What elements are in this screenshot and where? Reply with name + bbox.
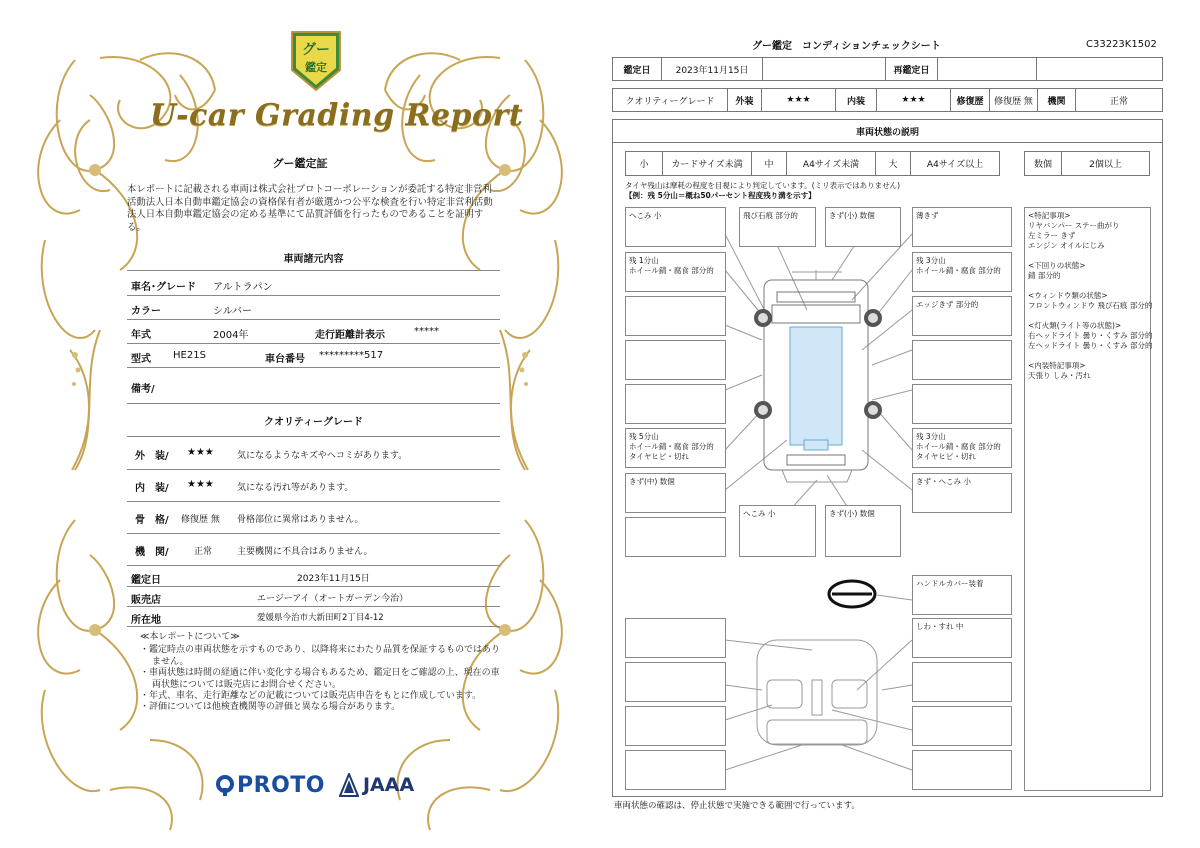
jaaa-mark-icon [339,773,359,797]
spec-row-color [127,296,500,320]
spec-name-label: 車名･グレード [131,282,196,293]
appraisal-address-value: 愛媛県今治市大新田町2丁目4-12 [257,613,384,623]
legend-small-desc: カードサイズ未満 [662,151,752,176]
script-title: U-car Grading Report [150,98,524,133]
quality-interior-label: 内 装/ [135,483,169,494]
callout-box [912,750,1012,790]
desc-title: 車両状態の説明 [612,119,1163,143]
callout-box [625,340,726,380]
certificate-title: グー鑑定証 [272,157,328,170]
special-note-line: 錆 部分的 [1028,271,1061,280]
callout-text: きず・へこみ 小 [916,477,971,486]
sheet-footer: 車両状態の確認は、停止状態で実施できる範囲で行っています。 [614,801,860,811]
specs-title: 車両諸元内容 [127,250,500,271]
note-item: ・車両状態は時間の経過に伴い変化する場合もあるため、鑑定日をご確認の上、現在の車両状態については販売店にお問合せください。 [140,668,500,690]
spec-color-label: カラー [131,306,161,317]
quality-engine-label: 機 関/ [135,547,169,558]
spec-row-remarks [127,368,500,404]
callout-box [825,505,901,557]
special-note-line: <灯火類(ライト等の状態)> [1028,321,1122,330]
emblem-bottom-text: 鑑定 [305,61,327,74]
quality-exterior-label: 外 装/ [135,451,169,462]
callout-box [912,340,1012,380]
callout-box [625,662,726,702]
jaaa-logo: JAAA [339,773,414,797]
legend-count-desc: 2個以上 [1061,151,1150,176]
spec-chassis-value: *********517 [319,350,384,361]
callout-box [625,384,726,424]
proto-logo: PROTO [216,773,325,798]
legend-count: 数個 [1024,151,1062,176]
reappraisal-label: 再鑑定日 [885,57,938,81]
special-note-line: 左ミラー きず [1028,231,1076,240]
callout-box [912,575,1012,615]
callout-box [912,706,1012,746]
date-label: 鑑定日 [612,57,662,81]
report-notes [140,632,500,714]
sheet-id: C33223K1502 [1086,39,1157,50]
callout-box [625,296,726,336]
exterior-value: ★★★ [761,88,836,112]
callout-box [739,207,816,247]
callout-box [625,517,726,557]
legend-small: 小 [625,151,663,176]
special-note-line: <内装特記事項> [1028,361,1086,370]
callout-box [912,296,1012,336]
special-notes-panel [1024,207,1151,791]
engine-label: 機関 [1037,88,1076,112]
legend-medium: 中 [751,151,787,176]
special-note-line: リヤバンパー ステー曲がり [1028,221,1120,230]
callout-box [739,505,816,557]
special-note-line: <下回りの状態> [1028,261,1086,270]
spec-model-value: HE21S [173,350,206,361]
appraisal-shop-label: 販売店 [131,595,161,606]
quality-engine-desc: 主要機関に不具合はありません。 [237,547,373,557]
quality-row-engine [127,534,500,566]
callout-box [912,252,1012,292]
legend-large: 大 [875,151,911,176]
callout-box [912,618,1012,658]
interior-value: ★★★ [876,88,951,112]
callout-box [625,473,726,513]
repair-value: 修復歴 無 [989,88,1038,112]
spec-row-name [127,272,500,296]
tire-note-2: 【例：残 5分山＝概ね50パーセント程度残り溝を示す】 [625,191,816,200]
callout-text: へこみ 小 [743,509,776,518]
spec-chassis-label: 車台番号 [265,354,305,365]
appraisal-date-value: 2023年11月15日 [297,574,370,584]
special-note-line: 右ヘッドライト 曇り・くすみ 部分的 [1028,331,1153,340]
spec-year-value: 2004年 [213,330,249,341]
quality-title: クオリティーグレード [127,413,500,437]
spec-mileage-value: ***** [414,326,439,337]
quality-frame-label: 骨 格/ [135,515,169,526]
callout-text: 残 5分山 ホイール錆・腐食 部分的 タイヤヒビ・切れ [629,432,714,461]
callout-box [625,750,726,790]
reappraisal-value [937,57,1037,81]
date-blank [762,57,886,81]
callout-text: しわ・すれ 中 [916,622,964,631]
callout-box [912,662,1012,702]
quality-row-exterior [127,438,500,470]
interior-label: 内装 [835,88,877,112]
quality-frame-desc: 骨格部位に異常はありません。 [237,515,364,525]
spec-model-label: 型式 [131,354,151,365]
tire-note-1: タイヤ残山は摩耗の程度を目視により判定しています。(ミリ表示ではありません) [625,181,901,190]
callout-text: きず(小) 数個 [829,211,875,220]
special-note-line: <特記事項> [1028,211,1071,220]
note-item: ・年式、車名、走行距離などの記載については販売店申告をもとに作成しています。 [140,691,482,702]
spec-row-model [127,344,500,368]
repair-label: 修復歴 [950,88,990,112]
appraisal-date-label: 鑑定日 [131,575,161,586]
quality-label: クオリティーグレード [612,88,728,112]
quality-engine-grade: 正常 [194,547,213,557]
quality-exterior-grade: ★★★ [187,447,214,458]
appraisal-shop-row [127,587,500,607]
quality-interior-grade: ★★★ [187,479,214,490]
footer-logos [216,770,414,800]
callout-box [825,207,901,247]
callout-text: 飛び石痕 部分的 [743,211,798,220]
callout-box [625,428,726,468]
certificate-text: 本レポートに記載される車両は株式会社プロトコーポレーションが委託する特定非営利活動法人日本自動車鑑定協会の資格保有者が厳選かつ公平な検査を行い特定非営利活動法人日本自動車鑑定協会の定める基準にて品質評価を行ったものであることを証明する。 [127,184,493,233]
appraisal-address-label: 所在地 [131,615,161,626]
appraisal-shop-value: エージーアイ（オートガーデン今治） [257,594,409,604]
special-note-line: <ウィンドウ類の状態> [1028,291,1108,300]
appraisal-address-row [127,607,500,627]
callout-text: きず(小) 数個 [829,509,875,518]
quality-row-interior [127,470,500,502]
note-item: ・評価については他検査機関等の評価と異なる場合があります。 [140,702,401,713]
callout-box [912,207,1012,247]
notes-title: ≪本レポートについて≫ [140,632,240,642]
quality-row-frame [127,502,500,534]
callout-box [625,207,726,247]
callout-box [912,384,1012,424]
exterior-label: 外装 [727,88,762,112]
callout-box [625,618,726,658]
proto-mark-icon [216,774,234,796]
callout-text: エッジきず 部分的 [916,300,979,309]
legend-large-desc: A4サイズ以上 [910,151,1000,176]
spec-color-value: シルバー [213,306,253,317]
callout-text: 薄きず [916,211,939,220]
callout-text: ハンドルカバー装着 [916,579,984,588]
sheet-title: グー鑑定 コンディションチェックシート [752,41,941,52]
spec-year-label: 年式 [131,330,151,341]
note-item: ・鑑定時点の車両状態を示すものであり、以降将来にわたり品質を保証するものではありません。 [140,645,501,667]
quality-exterior-desc: 気になるようなキズやヘコミがあります。 [237,451,408,461]
special-note-line: 天張り しみ・汚れ [1028,371,1091,380]
engine-value: 正常 [1075,88,1163,112]
date-value: 2023年11月15日 [661,57,763,81]
goo-kantei-emblem [288,30,344,96]
callout-box [912,473,1012,513]
callout-text: 残 3分山 ホイール錆・腐食 部分的 [916,256,1001,275]
appraisal-date-row [127,567,500,587]
callout-box [625,706,726,746]
spec-remarks-label: 備考/ [131,384,155,395]
spec-mileage-label: 走行距離計表示 [315,330,385,341]
special-note-line: 左ヘッドライト 曇り・くすみ 部分的 [1028,341,1153,350]
callout-text: 残 3分山 ホイール錆・腐食 部分的 タイヤヒビ・切れ [916,432,1001,461]
quality-interior-desc: 気になる汚れ等があります。 [237,483,354,493]
callout-box [912,428,1012,468]
legend-medium-desc: A4サイズ未満 [786,151,876,176]
spec-name-value: アルトラパン [213,282,273,293]
callout-text: へこみ 小 [629,211,662,220]
spec-row-year [127,320,500,344]
special-note-line: エンジン オイルにじみ [1028,241,1105,250]
callout-box [625,252,726,292]
quality-frame-grade: 修復歴 無 [181,515,220,525]
callout-text: 残 1分山 ホイール錆・腐食 部分的 [629,256,714,275]
callout-text: きず(中) 数個 [629,477,675,486]
emblem-top-text: グー [302,42,330,58]
special-note-line: フロントウィンドウ 飛び石痕 部分的 [1028,301,1153,310]
